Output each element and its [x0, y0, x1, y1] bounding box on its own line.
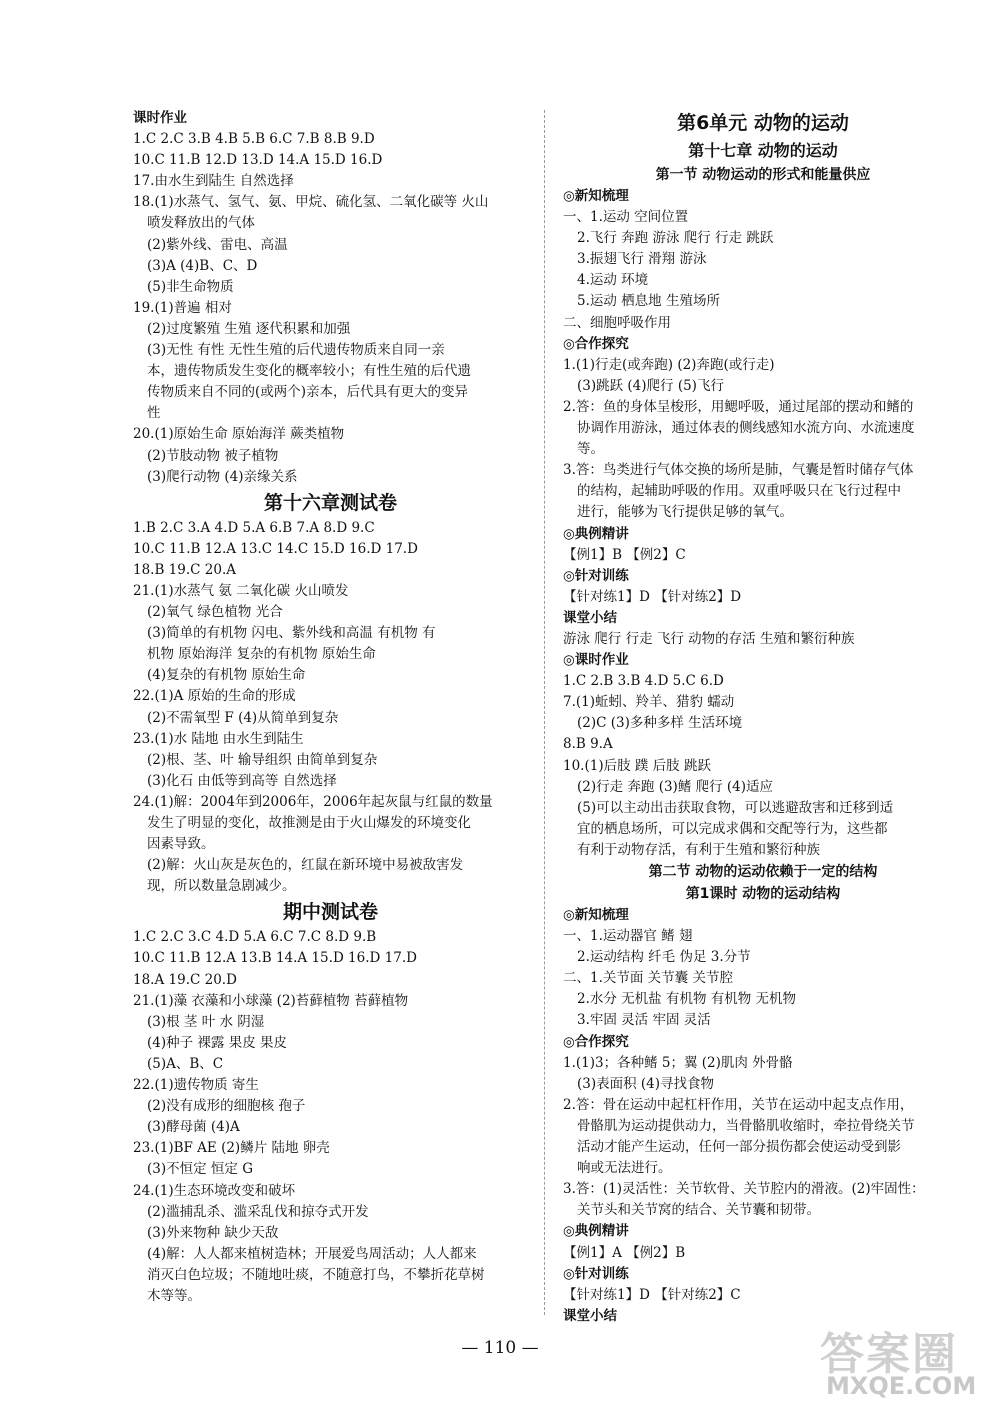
answer-line: 4.运动 环境 [577, 272, 649, 289]
subsection-label: ◎课时作业 [563, 652, 629, 669]
answer-line: (3)不恒定 恒定 G [147, 1161, 253, 1178]
answer-line: 2.水分 无机盐 有机物 有机物 无机物 [577, 991, 797, 1008]
subsection-label: ◎针对训练 [563, 1265, 629, 1282]
answer-line: 骨骼肌为运动提供动力，当骨骼肌收缩时，牵拉骨绕关节 [577, 1117, 915, 1134]
left-column [133, 108, 528, 1307]
page-number: — 110 — [461, 1338, 539, 1358]
subsection-label: ◎合作探究 [563, 1033, 629, 1050]
answer-line: (5)非生命物质 [147, 278, 234, 295]
answer-line: (3)简单的有机物 闪电、紫外线和高温 有机物 有 [147, 625, 436, 642]
answer-line: 喷发释放出的气体 [147, 215, 255, 232]
answer-line: (2)解：火山灰是灰色的，红鼠在新环境中易被敌害发 [147, 857, 464, 874]
answer-line: (3)爬行动物 (4)亲缘关系 [147, 468, 298, 485]
section-heading: 第十七章 动物的运动 [688, 141, 838, 160]
answer-line: 的结构，起辅助呼吸的作用。双重呼吸只在飞行过程中 [577, 483, 901, 500]
answer-line: 2.飞行 奔跑 游泳 爬行 行走 跳跃 [577, 230, 774, 247]
answer-line: 21.(1)水蒸气 氨 二氧化碳 火山喷发 [133, 582, 349, 599]
answer-line: 23.(1)水 陆地 由水生到陆生 [133, 730, 304, 747]
answer-line: 宜的栖息场所，可以完成求偶和交配等行为，这些都 [577, 820, 888, 837]
answer-line: (4)复杂的有机物 原始生命 [147, 667, 306, 684]
answer-line: (3)酵母菌 (4)A [147, 1119, 240, 1136]
subsection-label: ◎新知梳理 [563, 188, 629, 204]
section-heading: 第十六章测试卷 [263, 491, 397, 514]
answer-line: (3)表面积 (4)寻找食物 [577, 1075, 715, 1092]
answer-line: 关节头和关节窝的结合、关节囊和韧带。 [577, 1202, 820, 1219]
answer-line: (2)过度繁殖 生殖 逐代积累和加强 [147, 320, 351, 337]
section-heading: 第1课时 动物的运动结构 [685, 886, 841, 902]
answer-line: 7.(1)蚯蚓、羚羊、猎豹 蠕动 [563, 694, 735, 711]
answer-line: 等。 [577, 441, 604, 458]
section-heading: 第二节 动物的运动依赖于一定的结构 [648, 864, 878, 880]
answer-line: 1.(1)3；各种鳍 5；翼 (2)肌肉 外骨骼 [563, 1054, 793, 1071]
watermark-url: MXQE.COM [826, 1372, 977, 1400]
answer-line: (5)A、B、C [147, 1055, 224, 1072]
right-column [563, 108, 963, 1327]
answer-line: 二、细胞呼吸作用 [563, 314, 671, 331]
column-divider [544, 110, 545, 1315]
answer-line: (2)根、茎、叶 输导组织 由简单到复杂 [147, 751, 378, 768]
answer-line: 2.答：骨在运动中起杠杆作用，关节在运动中起支点作用， [563, 1096, 914, 1113]
subsection-label: 课堂小结 [563, 609, 617, 626]
answer-line: 1.C 2.B 3.B 4.D 5.C 6.D [563, 673, 724, 690]
answer-line: 10.(1)后肢 蹼 后肢 跳跃 [563, 757, 711, 774]
answer-line: 17.由水生到陆生 自然选择 [133, 173, 294, 190]
answer-line: 发生了明显的变化，故推测是由于火山爆发的环境变化 [147, 815, 471, 831]
section-heading: 第一节 动物运动的形式和能量供应 [655, 167, 871, 183]
answer-line: 活动才能产生运动，任何一部分损伤都会使运动受到影 [577, 1139, 901, 1156]
answer-line: 机物 原始海洋 复杂的有机物 原始生命 [147, 646, 376, 663]
answer-line: 10.C 11.B 12.A 13.B 14.A 15.D 16.D 17.D [133, 950, 417, 967]
answer-line: 传物质来自不同的(或两个)亲本，后代具有更大的变异 [147, 384, 469, 401]
answer-line: 协调作用游泳，通过体表的侧线感知水流方向、水流速度 [577, 420, 915, 437]
answer-line: 3.答：(1)灵活性：关节软骨、关节腔内的滑液。(2)牢固性： [563, 1181, 925, 1198]
answer-line: 2.答：鱼的身体呈梭形，用鳃呼吸，通过尾部的摆动和鳍的 [563, 398, 914, 415]
answer-line: 性 [147, 405, 161, 422]
answer-line: (2)氧气 绿色植物 光合 [147, 604, 283, 621]
answer-line: 8.B 9.A [563, 736, 613, 753]
subsection-label: ◎新知梳理 [563, 907, 629, 923]
answer-line: (4)解：人人都来植树造林；开展爱鸟周活动；人人都来 [147, 1245, 477, 1262]
answer-line: 1.(1)行走(或奔跑) (2)奔跑(或行走) [563, 356, 775, 373]
answer-line: 二、1.关节面 关节囊 关节腔 [563, 970, 733, 987]
answer-line: (3)外来物种 缺少天敌 [147, 1224, 279, 1241]
answer-line: (3)跳跃 (4)爬行 (5)飞行 [577, 377, 724, 394]
answer-line: 18.B 19.C 20.A [133, 561, 236, 578]
answer-line: (2)行走 奔跑 (3)鳍 爬行 (4)适应 [577, 778, 774, 795]
answer-line: 23.(1)BF AE (2)鳞片 陆地 卵壳 [133, 1140, 330, 1157]
answer-line: 22.(1)遗传物质 寄生 [133, 1077, 259, 1094]
section-heading: 第6单元 动物的运动 [677, 112, 849, 134]
answer-line: 游泳 爬行 行走 飞行 动物的存活 生殖和繁衍种族 [563, 630, 855, 647]
answer-line: 10.C 11.B 12.A 13.C 14.C 15.D 16.D 17.D [133, 540, 418, 557]
answer-line: 【例1】A 【例2】B [563, 1244, 686, 1261]
answer-line: 一、1.运动器官 鳍 翅 [563, 928, 693, 945]
answer-line: 本，遗传物质发生变化的概率较小；有性生殖的后代遗 [147, 363, 471, 380]
answer-line: 一、1.运动 空间位置 [563, 209, 689, 226]
subsection-label: ◎典例精讲 [563, 1223, 629, 1240]
answer-line: (4)种子 裸露 果皮 果皮 [147, 1034, 287, 1051]
answer-line: 【针对练1】D 【针对练2】D [563, 588, 742, 605]
answer-line: 20.(1)原始生命 原始海洋 蕨类植物 [133, 426, 345, 443]
answer-line: 24.(1)生态环境改变和破坏 [133, 1182, 296, 1199]
answer-line: 现，所以数量急剧减少。 [147, 878, 296, 895]
answer-line: (2)不需氧型 F (4)从简单到复杂 [147, 709, 339, 726]
answer-line: (3)无性 有性 无性生殖的后代遗传物质来自同一亲 [147, 342, 445, 359]
answer-line: (2)C (3)多种多样 生活环境 [577, 715, 743, 732]
subsection-label: ◎针对训练 [563, 567, 629, 584]
subsection-label: 课堂小结 [563, 1307, 617, 1324]
subsection-label: ◎合作探究 [563, 335, 629, 352]
answer-line: 1.B 2.C 3.A 4.D 5.A 6.B 7.A 8.D 9.C [133, 519, 375, 536]
answer-line: 木等等。 [147, 1287, 201, 1304]
answer-line: (2)紫外线、雷电、高温 [147, 236, 288, 253]
answer-line: 10.C 11.B 12.D 13.D 14.A 15.D 16.D [133, 152, 383, 169]
answer-line: 2.运动结构 纤毛 伪足 3.分节 [577, 949, 751, 966]
answer-line: (3)根 茎 叶 水 阴湿 [147, 1013, 265, 1030]
answer-line: 3.答：鸟类进行气体交换的场所是肺，气囊是暂时储存气体 [563, 462, 914, 479]
answer-line: 18.(1)水蒸气、氢气、氨、甲烷、硫化氢、二氧化碳等 火山 [133, 194, 489, 211]
answer-line: 1.C 2.C 3.B 4.B 5.B 6.C 7.B 8.B 9.D [133, 131, 375, 148]
answer-line: 1.C 2.C 3.C 4.D 5.A 6.C 7.C 8.D 9.B [133, 929, 377, 946]
answer-line: 响或无法进行。 [577, 1160, 672, 1177]
section-heading: 期中测试卷 [282, 901, 378, 924]
answer-line: 有利于动物存活，有利于生殖和繁衍种族 [577, 841, 820, 858]
answer-line: 消灭白色垃圾；不随地吐痰，不随意打鸟，不攀折花草树 [147, 1266, 485, 1283]
subsection-label: ◎典例精讲 [563, 525, 629, 542]
watermark-mark: 答案圈 [820, 1329, 958, 1380]
answer-line: 3.牢固 灵活 牢固 灵活 [577, 1012, 711, 1029]
answer-line: 21.(1)藻 衣藻和小球藻 (2)苔藓植物 苔藓植物 [133, 992, 409, 1009]
answer-line: (3)A (4)B、C、D [147, 257, 258, 274]
answer-line: 5.运动 栖息地 生殖场所 [577, 293, 720, 310]
answer-line: (3)化石 由低等到高等 自然选择 [147, 772, 337, 789]
answer-line: 18.A 19.C 20.D [133, 971, 237, 988]
answer-line: 进行，能够为飞行提供足够的氧气。 [577, 504, 793, 521]
answer-line: (2)节肢动物 被子植物 [147, 447, 279, 464]
answer-line: (2)滥捕乱杀、滥采乱伐和掠夺式开发 [147, 1203, 369, 1220]
answer-line: 24.(1)解：2004年到2006年，2006年起灰鼠与红鼠的数量 [133, 793, 493, 810]
answer-line: 【针对练1】D 【针对练2】C [563, 1286, 741, 1303]
answer-line: 22.(1)A 原始的生命的形成 [133, 688, 296, 705]
answer-line: 19.(1)普遍 相对 [133, 299, 232, 316]
answer-line: 【例1】B 【例2】C [563, 546, 686, 563]
answer-line: (2)没有成形的细胞核 孢子 [147, 1098, 306, 1115]
watermark-logo [820, 1318, 990, 1406]
answer-line: 因素导致。 [147, 836, 215, 853]
answer-line: (5)可以主动出击获取食物，可以逃避敌害和迁移到适 [577, 799, 894, 816]
answer-line: 3.振翅飞行 滑翔 游泳 [577, 251, 707, 268]
subsection-label: 课时作业 [133, 110, 187, 126]
